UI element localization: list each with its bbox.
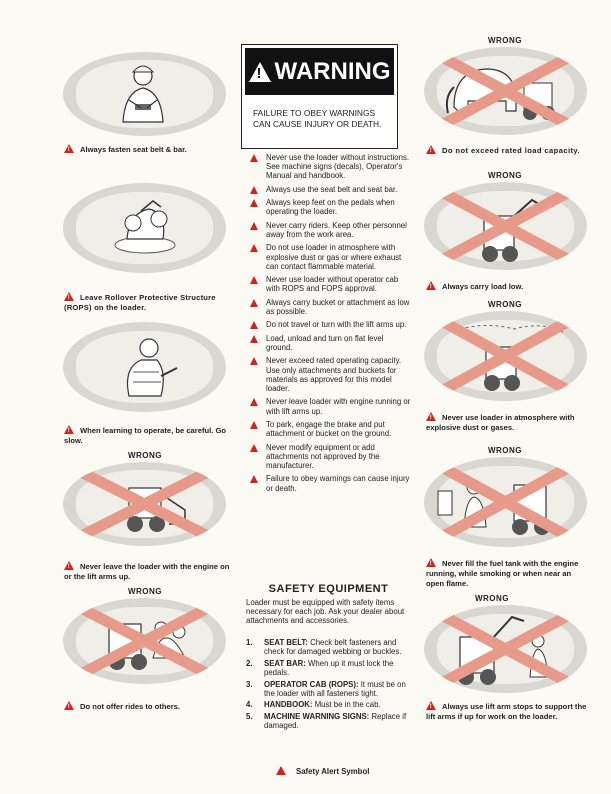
alert-triangle-icon [250, 321, 258, 329]
rule-item: Always carry bucket or attachment as low as possible. [246, 298, 411, 316]
illustration-lift-arm-stops [424, 605, 587, 693]
warning-header: ! WARNING [245, 48, 394, 95]
alert-triangle-icon [250, 398, 258, 406]
illustration-rops [63, 183, 226, 273]
alert-triangle-icon [250, 299, 258, 307]
caption-right-3: !Never use loader in atmosphere with explosive dust or gases. [426, 412, 588, 433]
alert-triangle-icon [250, 276, 258, 284]
alert-triangle-icon [250, 186, 258, 194]
rule-item: Never use the loader without instructions. See machine signs (decals), Operator's Manual and handbook. [246, 153, 411, 181]
x-mark-icon [424, 457, 587, 547]
equipment-item: 1. SEAT BELT: Check belt fasteners and check for damaged webbing or buckles. [246, 638, 402, 657]
alert-triangle-icon [250, 244, 258, 252]
rule-item: Load, unload and turn on flat level ground. [246, 334, 411, 352]
alert-triangle-icon [426, 558, 436, 567]
illustration-seat-belt [63, 52, 226, 136]
warning-box [241, 44, 398, 149]
safety-equipment-heading: SAFETY EQUIPMENT [268, 583, 389, 595]
rollover-loader-icon [63, 183, 226, 273]
alert-triangle-icon [250, 475, 258, 483]
x-mark-icon [424, 605, 587, 693]
rule-item: Never use loader without operator cab with ROPS and FOPS approval. [246, 275, 411, 293]
safety-alert-legend: Safety Alert Symbol [276, 766, 369, 776]
caption-left-4: !Never leave the loader with the engine on or the lift arms up. [64, 561, 236, 582]
operator-figure-icon [63, 52, 226, 136]
caption-right-4: !Never fill the fuel tank with the engine running, while smoking or when near an open flame. [426, 558, 586, 589]
wrong-label-right-4: WRONG [487, 446, 523, 455]
x-mark-icon [424, 47, 587, 135]
alert-triangle-icon [276, 766, 286, 775]
illustration-leave-engine-on [63, 462, 226, 546]
rule-item: Never modify equipment or add attachments not approved by the manufacturer. [246, 443, 411, 471]
safety-equipment-intro: Loader must be equipped with safety items necessary for each job. Ask your dealer about attachments and accessories. [246, 598, 405, 626]
alert-triangle-icon [250, 357, 258, 365]
alert-triangle-icon [250, 444, 258, 452]
illustration-no-rides [63, 598, 226, 684]
alert-triangle-icon [250, 154, 258, 162]
alert-triangle-icon [426, 701, 436, 710]
x-mark-icon [424, 182, 587, 270]
wrong-label-right-5: WRONG [474, 594, 510, 603]
alert-triangle-icon [250, 222, 258, 230]
safety-rules-list [246, 153, 411, 497]
warning-triangle-icon [249, 62, 271, 82]
rule-item: Never leave loader with engine running or with lift arms up. [246, 397, 411, 415]
caption-right-2: !Always carry load low. [426, 281, 586, 292]
illustration-fuel-tank [424, 457, 587, 547]
alert-triangle-icon [426, 412, 436, 421]
alert-triangle-icon [250, 199, 258, 207]
equipment-item: 4. HANDBOOK: Must be in the cab. [246, 700, 381, 710]
illustration-explosive-dust [424, 311, 587, 401]
warning-text: FAILURE TO OBEY WARNINGS CAN CAUSE INJURY OR DEATH. [253, 108, 382, 129]
x-mark-icon [63, 598, 226, 684]
rule-item: Never exceed rated operating capacity. Use only attachments and buckets for materials as approved for this model loader. [246, 356, 411, 393]
alert-triangle-icon [64, 292, 74, 301]
alert-triangle-icon [426, 145, 436, 154]
rule-item: Never carry riders. Keep other personnel away from the work area. [246, 221, 411, 239]
illustration-carry-low [424, 182, 587, 270]
alert-triangle-icon [64, 701, 74, 710]
alert-triangle-icon [64, 561, 74, 570]
caption-left-1: !Always fasten seat belt & bar. [64, 144, 234, 155]
rule-item: To park, engage the brake and put attachment or bucket on the ground. [246, 420, 411, 438]
alert-triangle-icon [64, 144, 74, 153]
alert-triangle-icon [250, 335, 258, 343]
alert-triangle-icon [250, 421, 258, 429]
turtle-operator-icon [63, 322, 226, 412]
wrong-label-left-5: WRONG [127, 587, 163, 596]
rule-item: Always use the seat belt and seat bar. [246, 185, 411, 194]
rule-item: Do not travel or turn with the lift arms up. [246, 320, 411, 329]
equipment-item: 2. SEAT BAR: When up it must lock the pedals. [246, 658, 394, 677]
caption-right-5: !Always use lift arm stops to support the lift arms if up for work on the loader. [426, 701, 588, 722]
caption-left-2: !Leave Rollover Protective Structure (ROPS) on the loader. [64, 292, 236, 313]
alert-triangle-icon [64, 425, 74, 434]
safety-equipment-list [246, 638, 411, 733]
equipment-item: 5. MACHINE WARNING SIGNS: Replace if damaged. [246, 711, 407, 731]
illustration-rated-load [424, 47, 587, 135]
wrong-label-left-4: WRONG [127, 451, 163, 460]
caption-right-1: !Do not exceed rated load capacity. [426, 145, 586, 156]
x-mark-icon [63, 462, 226, 546]
rule-item: Always keep feet on the pedals when operating the loader. [246, 198, 411, 216]
wrong-label-right-2: WRONG [487, 171, 523, 180]
wrong-label-right-3: WRONG [487, 300, 523, 309]
illustration-go-slow [63, 322, 226, 412]
equipment-item: 3. OPERATOR CAB (ROPS): It must be on the loader with all fasteners tight. [246, 679, 406, 698]
caption-left-3: !When learning to operate, be careful. Go slow. [64, 425, 234, 446]
wrong-label-right-1: WRONG [487, 36, 523, 45]
x-mark-icon [424, 311, 587, 401]
rule-item: Do not use loader in atmosphere with explosive dust or gas or where exhaust can contact flammable material. [246, 243, 411, 271]
alert-triangle-icon [426, 281, 436, 290]
rule-item: Failure to obey warnings can cause injury or death. [246, 474, 411, 492]
caption-left-5: !Do not offer rides to others. [64, 701, 236, 712]
